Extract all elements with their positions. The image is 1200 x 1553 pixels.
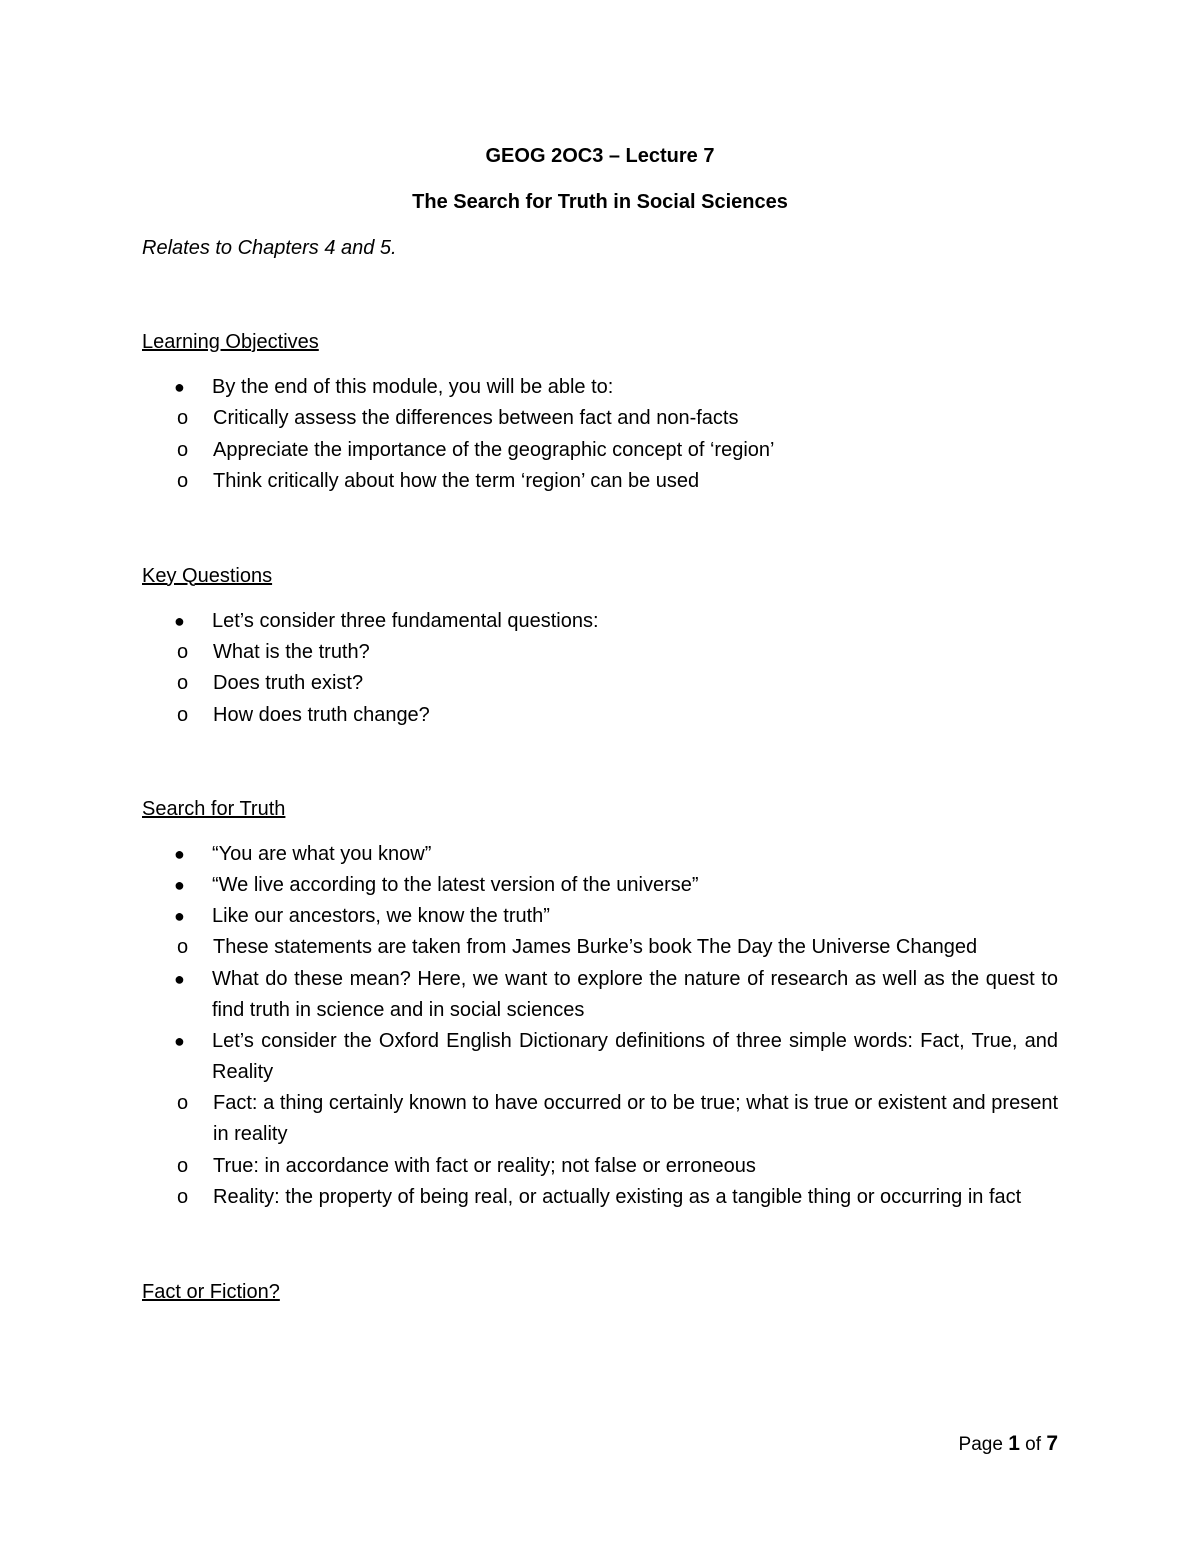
section-heading: Learning Objectives xyxy=(142,331,319,353)
sub-list-item xyxy=(142,932,1058,964)
bullet-icon: ● xyxy=(174,610,185,631)
section-heading: Key Questions xyxy=(142,564,273,587)
sub-list-item xyxy=(142,466,1058,498)
sub-list-item xyxy=(142,700,1058,732)
list-item-text: Like our ancestors, we know the truth” xyxy=(212,905,550,927)
sub-item-text: How does truth change? xyxy=(213,703,430,726)
bullet-list xyxy=(142,372,1058,498)
sub-item-text: Reality: the property of being real, or actually existing as a tangible thing or occurring in fact xyxy=(213,1186,1022,1208)
document-title: GEOG 2OC3 – Lecture 7 xyxy=(485,145,715,167)
list-item-text: Let’s consider three fundamental questions: xyxy=(212,609,599,632)
sub-item-text: Appreciate the importance of the geographic concept of ‘region’ xyxy=(213,438,775,461)
page-label: Page xyxy=(958,1434,1003,1455)
document-body xyxy=(142,140,1058,1322)
bullet-icon: ● xyxy=(174,875,185,895)
sub-list-item xyxy=(142,637,1058,669)
list-item-text: What do these mean? Here, we want to explore the nature of research as well as the quest to find truth in science and in social sciences xyxy=(212,967,1058,1021)
sub-list-item xyxy=(142,1151,1058,1183)
sub-bullet-icon: o xyxy=(177,703,189,726)
sub-item-text: Does truth exist? xyxy=(213,672,364,694)
list-item xyxy=(142,606,1058,732)
sub-list xyxy=(142,1088,1058,1214)
sub-bullet-icon: o xyxy=(177,1186,189,1208)
sub-list xyxy=(142,932,1058,964)
page-footer xyxy=(959,1432,1058,1456)
sub-bullet-icon: o xyxy=(177,936,189,958)
list-item-text: Let’s consider the Oxford English Dictionary definitions of three simple words: Fact, True, and Reality xyxy=(212,1029,1058,1083)
sub-item-text: What is the truth? xyxy=(213,640,370,663)
sub-item-text: Think critically about how the term ‘region’ can be used xyxy=(213,470,700,492)
list-item-text: By the end of this module, you will be able to: xyxy=(212,376,614,398)
sub-list-item xyxy=(142,435,1058,467)
sub-item-text: Critically assess the differences between fact and non-facts xyxy=(213,407,739,429)
section-key-questions xyxy=(142,560,1058,732)
bullet-icon: ● xyxy=(174,906,185,926)
sub-list-item xyxy=(142,668,1058,700)
section-heading: Search for Truth xyxy=(142,798,286,820)
sub-item-text: These statements are taken from James Burke’s book The Day the Universe Changed xyxy=(213,936,978,958)
section-heading: Fact or Fiction? xyxy=(142,1280,280,1303)
list-item xyxy=(142,870,1058,901)
page-number: 1 xyxy=(1008,1432,1020,1455)
bullet-icon: ● xyxy=(174,968,185,989)
sub-bullet-icon: o xyxy=(177,407,189,429)
list-item xyxy=(142,964,1058,1026)
sub-bullet-icon: o xyxy=(177,640,189,663)
sub-list-item xyxy=(142,403,1058,435)
list-item xyxy=(142,901,1058,964)
relates-note: Relates to Chapters 4 and 5. xyxy=(142,237,397,259)
bullet-icon: ● xyxy=(174,1030,185,1051)
sub-list-item xyxy=(142,1088,1058,1151)
page-total: 7 xyxy=(1046,1432,1058,1455)
bullet-icon: ● xyxy=(174,377,185,397)
sub-list xyxy=(142,637,1058,732)
of-label: of xyxy=(1025,1434,1042,1455)
sub-bullet-icon: o xyxy=(177,438,189,461)
bullet-list xyxy=(142,839,1058,1214)
section-fact-or-fiction xyxy=(142,1276,1058,1308)
sub-bullet-icon: o xyxy=(177,1091,189,1114)
list-item xyxy=(142,839,1058,870)
list-item-text: “We live according to the latest version of the universe” xyxy=(212,874,699,896)
sub-item-text: Fact: a thing certainly known to have occurred or to be true; what is true or existent and present in reality xyxy=(213,1091,1058,1145)
list-item xyxy=(142,372,1058,498)
list-item-text: “You are what you know” xyxy=(212,843,432,865)
sub-list-item xyxy=(142,1182,1058,1214)
sub-bullet-icon: o xyxy=(177,1154,189,1177)
section-learning-objectives xyxy=(142,326,1058,498)
sub-list xyxy=(142,403,1058,498)
list-item xyxy=(142,1026,1058,1214)
section-search-for-truth xyxy=(142,793,1058,1214)
sub-bullet-icon: o xyxy=(177,672,189,694)
document-subtitle: The Search for Truth in Social Sciences xyxy=(412,191,788,213)
sub-item-text: True: in accordance with fact or reality; not false or erroneous xyxy=(213,1154,756,1177)
bullet-list xyxy=(142,606,1058,732)
sub-bullet-icon: o xyxy=(177,470,189,492)
bullet-icon: ● xyxy=(174,844,185,864)
